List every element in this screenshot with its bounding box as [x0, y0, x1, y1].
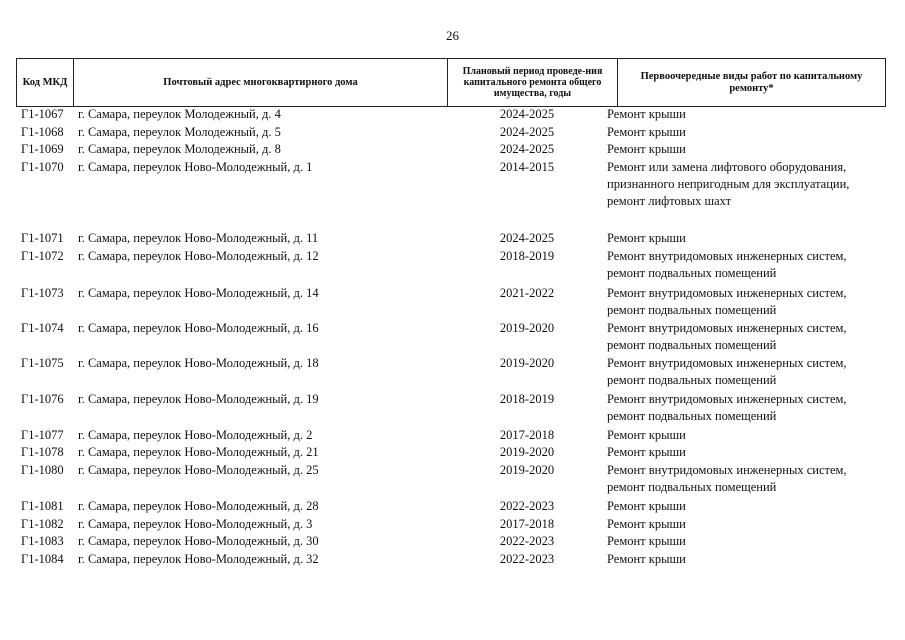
row-works-line: ремонт подвальных помещений: [607, 409, 777, 423]
row-works-line: ремонт подвальных помещений: [607, 266, 777, 280]
header-code: Код МКД: [16, 59, 74, 106]
row-period: 2018-2019: [499, 392, 555, 406]
row-period: 2019-2020: [499, 321, 555, 335]
row-code: Г1-1071: [21, 231, 64, 245]
row-works-line: Ремонт крыши: [607, 445, 686, 459]
row-code: Г1-1078: [21, 445, 64, 459]
row-code: Г1-1082: [21, 517, 64, 531]
row-period: 2024-2025: [499, 107, 555, 121]
row-works-line: Ремонт крыши: [607, 552, 686, 566]
row-works-line: Ремонт внутридомовых инженерных систем,: [607, 321, 847, 335]
row-works-line: Ремонт внутридомовых инженерных систем,: [607, 356, 847, 370]
row-code: Г1-1067: [21, 107, 64, 121]
row-code: Г1-1074: [21, 321, 64, 335]
row-works-line: Ремонт внутридомовых инженерных систем,: [607, 249, 847, 263]
row-period: 2024-2025: [499, 142, 555, 156]
row-code: Г1-1070: [21, 160, 64, 174]
row-works-line: Ремонт крыши: [607, 534, 686, 548]
row-address: г. Самара, переулок Ново-Молодежный, д. 19: [78, 392, 319, 406]
header-works: Первоочередные виды работ по капитальному ремонту*: [618, 59, 886, 106]
row-works-line: ремонт лифтовых шахт: [607, 194, 732, 208]
row-period: 2018-2019: [499, 249, 555, 263]
row-code: Г1-1073: [21, 286, 64, 300]
row-period: 2019-2020: [499, 463, 555, 477]
row-works-line: ремонт подвальных помещений: [607, 373, 777, 387]
row-works-line: Ремонт крыши: [607, 231, 686, 245]
row-address: г. Самара, переулок Молодежный, д. 8: [78, 142, 281, 156]
row-period: 2022-2023: [499, 552, 555, 566]
row-works-line: Ремонт или замена лифтового оборудования,: [607, 160, 847, 174]
row-works-line: Ремонт внутридомовых инженерных систем,: [607, 286, 847, 300]
row-period: 2017-2018: [499, 517, 555, 531]
row-code: Г1-1075: [21, 356, 64, 370]
row-address: г. Самара, переулок Молодежный, д. 5: [78, 125, 281, 139]
row-address: г. Самара, переулок Ново-Молодежный, д. 14: [78, 286, 319, 300]
row-address: г. Самара, переулок Ново-Молодежный, д. 11: [78, 231, 319, 245]
row-works-line: Ремонт крыши: [607, 125, 686, 139]
row-address: г. Самара, переулок Ново-Молодежный, д. 2: [78, 428, 313, 442]
row-address: г. Самара, переулок Ново-Молодежный, д. 28: [78, 499, 319, 513]
header-address: Почтовый адрес многоквартирного дома: [74, 59, 448, 106]
row-period: 2021-2022: [499, 286, 555, 300]
row-period: 2022-2023: [499, 499, 555, 513]
row-address: г. Самара, переулок Ново-Молодежный, д. 18: [78, 356, 319, 370]
row-period: 2017-2018: [499, 428, 555, 442]
row-period: 2024-2025: [499, 231, 555, 245]
row-code: Г1-1077: [21, 428, 64, 442]
row-works-line: Ремонт крыши: [607, 499, 686, 513]
row-period: 2024-2025: [499, 125, 555, 139]
row-code: Г1-1069: [21, 142, 64, 156]
row-works-line: Ремонт крыши: [607, 142, 686, 156]
row-code: Г1-1083: [21, 534, 64, 548]
row-address: г. Самара, переулок Ново-Молодежный, д. 3: [78, 517, 313, 531]
row-address: г. Самара, переулок Ново-Молодежный, д. 1: [78, 160, 313, 174]
row-code: Г1-1084: [21, 552, 64, 566]
row-period: 2022-2023: [499, 534, 555, 548]
row-period: 2019-2020: [499, 356, 555, 370]
row-code: Г1-1068: [21, 125, 64, 139]
row-code: Г1-1081: [21, 499, 64, 513]
row-address: г. Самара, переулок Ново-Молодежный, д. 25: [78, 463, 319, 477]
row-works-line: Ремонт внутридомовых инженерных систем,: [607, 463, 847, 477]
row-works-line: Ремонт крыши: [607, 428, 686, 442]
row-works-line: Ремонт крыши: [607, 517, 686, 531]
row-works-line: Ремонт внутридомовых инженерных систем,: [607, 392, 847, 406]
row-period: 2014-2015: [499, 160, 555, 174]
row-address: г. Самара, переулок Ново-Молодежный, д. 21: [78, 445, 319, 459]
header-period: Плановый период проведе-ния капитального ремонта общего имущества, годы: [448, 59, 618, 106]
row-address: г. Самара, переулок Ново-Молодежный, д. 30: [78, 534, 319, 548]
row-works-line: Ремонт крыши: [607, 107, 686, 121]
row-works-line: ремонт подвальных помещений: [607, 338, 777, 352]
row-address: г. Самара, переулок Ново-Молодежный, д. 32: [78, 552, 319, 566]
row-address: г. Самара, переулок Ново-Молодежный, д. 12: [78, 249, 319, 263]
row-code: Г1-1076: [21, 392, 64, 406]
row-period: 2019-2020: [499, 445, 555, 459]
row-address: г. Самара, переулок Ново-Молодежный, д. 16: [78, 321, 319, 335]
page-number: 26: [446, 28, 459, 43]
row-code: Г1-1072: [21, 249, 64, 263]
row-address: г. Самара, переулок Молодежный, д. 4: [78, 107, 281, 121]
row-works-line: признанного непригодным для эксплуатации,: [607, 177, 850, 191]
row-works-line: ремонт подвальных помещений: [607, 303, 777, 317]
row-works-line: ремонт подвальных помещений: [607, 480, 777, 494]
row-code: Г1-1080: [21, 463, 64, 477]
table-header: [16, 58, 886, 107]
